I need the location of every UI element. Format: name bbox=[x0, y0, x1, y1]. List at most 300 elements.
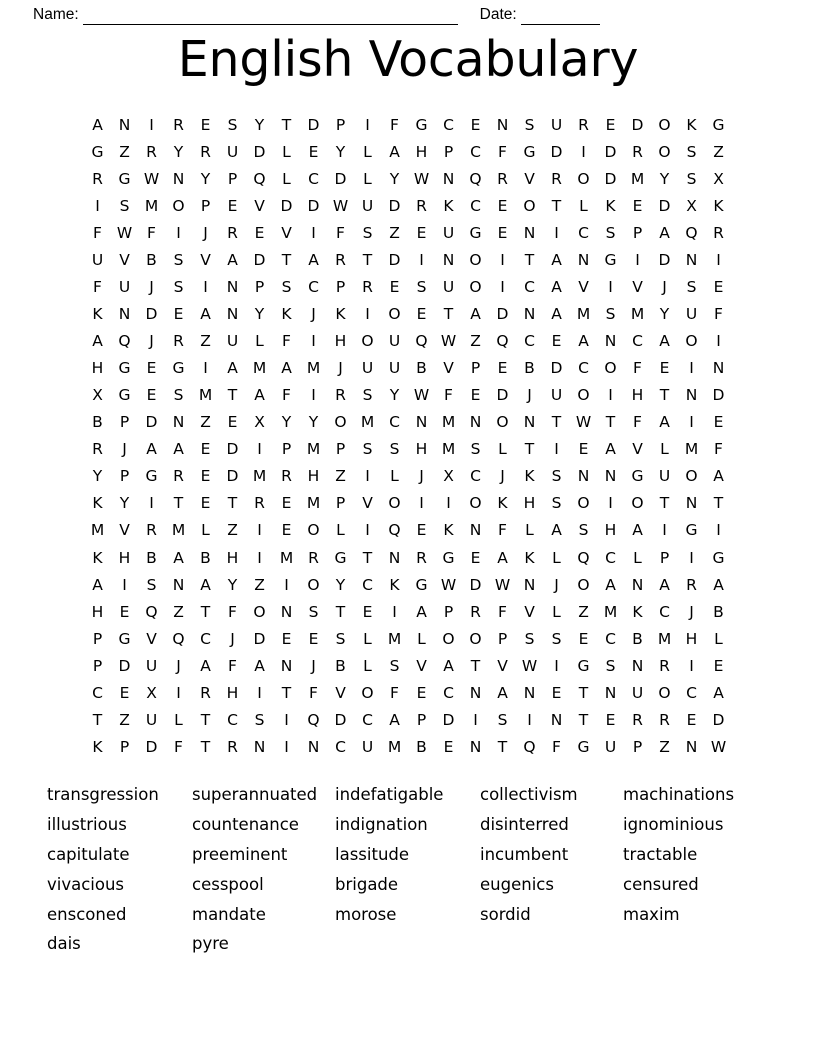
grid-letter-cell[interactable]: N bbox=[388, 548, 401, 567]
grid-letter-cell[interactable]: R bbox=[173, 332, 184, 351]
grid-letter-cell[interactable]: A bbox=[254, 386, 265, 405]
grid-letter-cell[interactable]: Y bbox=[389, 386, 400, 405]
grid-letter-cell[interactable]: V bbox=[200, 251, 211, 269]
grid-letter-cell[interactable]: A bbox=[227, 251, 238, 269]
grid-letter-cell[interactable]: G bbox=[604, 251, 617, 269]
grid-letter-cell[interactable]: O bbox=[523, 196, 536, 215]
grid-letter-cell[interactable]: Q bbox=[469, 169, 482, 188]
grid-letter-cell[interactable]: W bbox=[413, 386, 430, 405]
grid-letter-cell[interactable]: A bbox=[713, 683, 724, 702]
word-bank-item[interactable]: lassitude bbox=[335, 844, 410, 864]
grid-letter-cell[interactable]: X bbox=[146, 683, 157, 702]
grid-letter-cell[interactable]: E bbox=[416, 683, 427, 702]
grid-letter-cell[interactable]: M bbox=[306, 440, 321, 459]
grid-letter-cell[interactable]: T bbox=[713, 494, 724, 513]
grid-letter-cell[interactable]: F bbox=[93, 278, 102, 297]
grid-letter-cell[interactable]: N bbox=[631, 656, 644, 675]
grid-letter-cell[interactable]: E bbox=[416, 223, 427, 242]
grid-letter-cell[interactable]: T bbox=[578, 710, 589, 729]
grid-letter-cell[interactable]: M bbox=[684, 440, 699, 459]
grid-letter-cell[interactable]: O bbox=[172, 196, 185, 215]
grid-letter-cell[interactable]: I bbox=[662, 521, 667, 540]
grid-letter-cell[interactable]: Y bbox=[254, 305, 265, 324]
grid-letter-cell[interactable]: N bbox=[631, 575, 644, 594]
grid-letter-cell[interactable]: I bbox=[608, 386, 613, 405]
grid-letter-cell[interactable]: M bbox=[198, 386, 213, 405]
grid-letter-cell[interactable]: P bbox=[200, 196, 211, 215]
grid-letter-cell[interactable]: I bbox=[284, 710, 289, 729]
grid-letter-cell[interactable]: I bbox=[284, 575, 289, 594]
grid-letter-cell[interactable]: X bbox=[713, 169, 724, 188]
grid-letter-cell[interactable]: T bbox=[362, 251, 373, 269]
grid-letter-cell[interactable]: K bbox=[92, 305, 103, 324]
grid-letter-cell[interactable]: C bbox=[470, 142, 481, 161]
grid-letter-cell[interactable]: P bbox=[92, 629, 103, 648]
grid-letter-cell[interactable]: F bbox=[498, 602, 507, 621]
grid-letter-cell[interactable]: D bbox=[388, 251, 401, 269]
grid-letter-cell[interactable]: H bbox=[307, 467, 320, 486]
grid-letter-cell[interactable]: D bbox=[280, 196, 293, 215]
grid-letter-cell[interactable]: U bbox=[550, 115, 563, 134]
grid-letter-cell[interactable]: Y bbox=[254, 115, 265, 134]
grid-letter-cell[interactable]: O bbox=[577, 494, 590, 513]
grid-letter-cell[interactable]: P bbox=[119, 413, 130, 432]
grid-letter-cell[interactable]: I bbox=[689, 359, 694, 378]
grid-letter-cell[interactable]: C bbox=[686, 683, 697, 702]
grid-letter-cell[interactable]: N bbox=[469, 521, 482, 540]
grid-letter-cell[interactable]: M bbox=[360, 413, 375, 432]
grid-letter-cell[interactable]: J bbox=[419, 467, 424, 486]
grid-letter-cell[interactable]: C bbox=[470, 467, 481, 486]
grid-letter-cell[interactable]: U bbox=[685, 305, 698, 324]
grid-letter-cell[interactable]: G bbox=[685, 521, 698, 540]
grid-letter-cell[interactable]: C bbox=[227, 710, 238, 729]
grid-letter-cell[interactable]: A bbox=[659, 413, 670, 432]
grid-letter-cell[interactable]: P bbox=[92, 656, 103, 675]
grid-letter-cell[interactable]: F bbox=[228, 602, 237, 621]
grid-letter-cell[interactable]: I bbox=[554, 656, 559, 675]
grid-letter-cell[interactable]: P bbox=[443, 142, 454, 161]
grid-letter-cell[interactable]: D bbox=[307, 115, 320, 134]
grid-letter-cell[interactable]: U bbox=[361, 737, 374, 756]
grid-letter-cell[interactable]: E bbox=[713, 278, 724, 297]
grid-letter-cell[interactable]: N bbox=[712, 359, 725, 378]
grid-letter-cell[interactable]: O bbox=[658, 683, 671, 702]
grid-letter-cell[interactable]: T bbox=[443, 305, 454, 324]
grid-letter-cell[interactable]: P bbox=[416, 710, 427, 729]
grid-letter-cell[interactable]: R bbox=[470, 602, 481, 621]
grid-letter-cell[interactable]: H bbox=[118, 548, 131, 567]
grid-letter-cell[interactable]: F bbox=[714, 305, 723, 324]
grid-letter-cell[interactable]: R bbox=[173, 115, 184, 134]
grid-letter-cell[interactable]: I bbox=[716, 521, 721, 540]
grid-letter-cell[interactable]: C bbox=[92, 683, 103, 702]
grid-letter-cell[interactable]: Q bbox=[577, 548, 590, 567]
grid-letter-cell[interactable]: M bbox=[387, 629, 402, 648]
grid-letter-cell[interactable]: W bbox=[413, 169, 430, 188]
word-bank-item[interactable]: maxim bbox=[623, 904, 680, 924]
grid-letter-cell[interactable]: F bbox=[498, 521, 507, 540]
grid-letter-cell[interactable]: Z bbox=[119, 710, 130, 729]
grid-letter-cell[interactable]: T bbox=[497, 737, 508, 756]
grid-letter-cell[interactable]: I bbox=[203, 359, 208, 378]
grid-letter-cell[interactable]: N bbox=[118, 305, 131, 324]
date-write-in-line[interactable] bbox=[521, 24, 600, 25]
grid-letter-cell[interactable]: S bbox=[551, 494, 562, 513]
grid-letter-cell[interactable]: V bbox=[119, 251, 130, 269]
name-write-in-line[interactable] bbox=[83, 24, 458, 25]
grid-letter-cell[interactable]: U bbox=[658, 467, 671, 486]
grid-letter-cell[interactable]: U bbox=[442, 223, 455, 242]
grid-letter-cell[interactable]: H bbox=[685, 629, 698, 648]
grid-letter-cell[interactable]: S bbox=[605, 305, 616, 324]
grid-letter-cell[interactable]: L bbox=[282, 169, 291, 188]
grid-letter-cell[interactable]: I bbox=[716, 332, 721, 351]
grid-letter-cell[interactable]: V bbox=[524, 602, 535, 621]
grid-letter-cell[interactable]: E bbox=[308, 142, 319, 161]
grid-letter-cell[interactable]: D bbox=[550, 142, 563, 161]
grid-letter-cell[interactable]: G bbox=[712, 115, 725, 134]
grid-letter-cell[interactable]: Y bbox=[389, 169, 400, 188]
grid-letter-cell[interactable]: Y bbox=[119, 494, 130, 513]
grid-letter-cell[interactable]: A bbox=[389, 710, 400, 729]
grid-letter-cell[interactable]: I bbox=[689, 548, 694, 567]
grid-letter-cell[interactable]: Z bbox=[254, 575, 265, 594]
grid-letter-cell[interactable]: B bbox=[200, 548, 211, 567]
grid-letter-cell[interactable]: W bbox=[521, 656, 538, 675]
grid-letter-cell[interactable]: S bbox=[686, 278, 697, 297]
grid-letter-cell[interactable]: G bbox=[415, 575, 428, 594]
grid-letter-cell[interactable]: M bbox=[657, 629, 672, 648]
word-bank-item[interactable]: morose bbox=[335, 904, 397, 924]
word-bank-item[interactable]: machinations bbox=[623, 785, 735, 804]
grid-letter-cell[interactable]: Y bbox=[173, 142, 184, 161]
grid-letter-cell[interactable]: C bbox=[524, 278, 535, 297]
grid-letter-cell[interactable]: G bbox=[118, 169, 131, 188]
grid-letter-cell[interactable]: R bbox=[578, 115, 589, 134]
grid-letter-cell[interactable]: D bbox=[145, 737, 158, 756]
grid-letter-cell[interactable]: R bbox=[173, 467, 184, 486]
grid-letter-cell[interactable]: C bbox=[389, 413, 400, 432]
word-bank-item[interactable]: capitulate bbox=[47, 844, 130, 864]
grid-letter-cell[interactable]: Q bbox=[388, 521, 401, 540]
grid-letter-cell[interactable]: P bbox=[659, 548, 670, 567]
grid-letter-cell[interactable]: A bbox=[443, 656, 454, 675]
grid-letter-cell[interactable]: I bbox=[419, 494, 424, 513]
grid-letter-cell[interactable]: Q bbox=[415, 332, 428, 351]
grid-letter-cell[interactable]: S bbox=[686, 169, 697, 188]
grid-letter-cell[interactable]: R bbox=[362, 278, 373, 297]
grid-letter-cell[interactable]: N bbox=[604, 683, 617, 702]
grid-letter-cell[interactable]: G bbox=[442, 548, 455, 567]
grid-letter-cell[interactable]: A bbox=[92, 115, 103, 134]
grid-letter-cell[interactable]: H bbox=[631, 386, 644, 405]
grid-letter-cell[interactable]: T bbox=[362, 548, 373, 567]
grid-letter-cell[interactable]: Q bbox=[118, 332, 131, 351]
grid-letter-cell[interactable]: I bbox=[95, 196, 100, 215]
grid-letter-cell[interactable]: T bbox=[173, 494, 184, 513]
grid-letter-cell[interactable]: R bbox=[308, 548, 319, 567]
grid-letter-cell[interactable]: T bbox=[551, 413, 562, 432]
grid-letter-cell[interactable]: X bbox=[254, 413, 265, 432]
grid-letter-cell[interactable]: E bbox=[443, 737, 454, 756]
grid-letter-cell[interactable]: A bbox=[173, 440, 184, 459]
grid-letter-cell[interactable]: R bbox=[659, 710, 670, 729]
grid-letter-cell[interactable]: S bbox=[173, 278, 184, 297]
grid-letter-cell[interactable]: I bbox=[581, 142, 586, 161]
word-bank-item[interactable]: collectivism bbox=[480, 785, 578, 804]
grid-letter-cell[interactable]: N bbox=[496, 115, 509, 134]
grid-letter-cell[interactable]: S bbox=[524, 629, 535, 648]
grid-letter-cell[interactable]: L bbox=[255, 332, 264, 351]
grid-letter-cell[interactable]: M bbox=[252, 359, 267, 378]
grid-letter-cell[interactable]: A bbox=[389, 142, 400, 161]
grid-letter-cell[interactable]: J bbox=[554, 575, 559, 594]
grid-letter-cell[interactable]: P bbox=[470, 359, 481, 378]
grid-letter-cell[interactable]: U bbox=[388, 332, 401, 351]
grid-letter-cell[interactable]: B bbox=[416, 359, 427, 378]
grid-letter-cell[interactable]: W bbox=[710, 737, 727, 756]
grid-letter-cell[interactable]: O bbox=[469, 251, 482, 269]
grid-letter-cell[interactable]: F bbox=[714, 440, 723, 459]
grid-letter-cell[interactable]: D bbox=[550, 359, 563, 378]
grid-letter-cell[interactable]: E bbox=[146, 359, 157, 378]
grid-letter-cell[interactable]: N bbox=[226, 305, 239, 324]
grid-letter-cell[interactable]: K bbox=[524, 548, 535, 567]
grid-letter-cell[interactable]: G bbox=[415, 115, 428, 134]
grid-letter-cell[interactable]: E bbox=[200, 494, 211, 513]
grid-letter-cell[interactable]: H bbox=[226, 683, 239, 702]
grid-letter-cell[interactable]: R bbox=[281, 467, 292, 486]
grid-letter-cell[interactable]: K bbox=[92, 548, 103, 567]
grid-letter-cell[interactable]: A bbox=[92, 332, 103, 351]
grid-letter-cell[interactable]: A bbox=[659, 575, 670, 594]
grid-letter-cell[interactable]: O bbox=[631, 494, 644, 513]
grid-letter-cell[interactable]: V bbox=[362, 494, 373, 513]
grid-letter-cell[interactable]: K bbox=[497, 494, 508, 513]
grid-letter-cell[interactable]: I bbox=[257, 683, 262, 702]
grid-letter-cell[interactable]: M bbox=[630, 169, 645, 188]
grid-letter-cell[interactable]: E bbox=[281, 521, 292, 540]
grid-letter-cell[interactable]: E bbox=[632, 196, 643, 215]
grid-letter-cell[interactable]: N bbox=[469, 683, 482, 702]
word-search-grid[interactable] bbox=[84, 112, 732, 761]
grid-letter-cell[interactable]: I bbox=[284, 737, 289, 756]
grid-letter-cell[interactable]: N bbox=[280, 602, 293, 621]
grid-letter-cell[interactable]: C bbox=[605, 629, 616, 648]
grid-letter-cell[interactable]: R bbox=[335, 386, 346, 405]
grid-letter-cell[interactable]: O bbox=[604, 359, 617, 378]
grid-letter-cell[interactable]: P bbox=[281, 440, 292, 459]
grid-letter-cell[interactable]: E bbox=[470, 115, 481, 134]
grid-letter-cell[interactable]: V bbox=[146, 629, 157, 648]
grid-letter-cell[interactable]: H bbox=[91, 359, 104, 378]
grid-letter-cell[interactable]: J bbox=[149, 332, 154, 351]
grid-letter-cell[interactable]: K bbox=[632, 602, 643, 621]
grid-letter-cell[interactable]: I bbox=[311, 386, 316, 405]
grid-letter-cell[interactable]: S bbox=[173, 386, 184, 405]
grid-letter-cell[interactable]: R bbox=[497, 169, 508, 188]
grid-letter-cell[interactable]: E bbox=[605, 710, 616, 729]
grid-letter-cell[interactable]: N bbox=[604, 467, 617, 486]
grid-letter-cell[interactable]: F bbox=[633, 359, 642, 378]
grid-letter-cell[interactable]: P bbox=[335, 278, 346, 297]
grid-letter-cell[interactable]: R bbox=[200, 142, 211, 161]
grid-letter-cell[interactable]: D bbox=[226, 467, 239, 486]
grid-letter-cell[interactable]: K bbox=[524, 467, 535, 486]
word-bank-item[interactable]: countenance bbox=[192, 814, 299, 834]
grid-letter-cell[interactable]: G bbox=[172, 359, 185, 378]
grid-letter-cell[interactable]: I bbox=[203, 278, 208, 297]
grid-letter-cell[interactable]: E bbox=[578, 440, 589, 459]
grid-letter-cell[interactable]: R bbox=[146, 142, 157, 161]
grid-letter-cell[interactable]: S bbox=[281, 278, 292, 297]
word-bank-item[interactable]: superannuated bbox=[192, 785, 318, 804]
grid-letter-cell[interactable]: J bbox=[203, 223, 208, 242]
grid-letter-cell[interactable]: S bbox=[362, 223, 373, 242]
grid-letter-cell[interactable]: U bbox=[388, 359, 401, 378]
grid-letter-cell[interactable]: V bbox=[632, 440, 643, 459]
grid-letter-cell[interactable]: M bbox=[144, 196, 159, 215]
grid-letter-cell[interactable]: M bbox=[387, 737, 402, 756]
grid-letter-cell[interactable]: E bbox=[119, 683, 130, 702]
grid-letter-cell[interactable]: N bbox=[280, 656, 293, 675]
grid-letter-cell[interactable]: E bbox=[497, 359, 508, 378]
grid-letter-cell[interactable]: A bbox=[578, 332, 589, 351]
grid-letter-cell[interactable]: G bbox=[577, 737, 590, 756]
grid-letter-cell[interactable]: E bbox=[416, 305, 427, 324]
grid-letter-cell[interactable]: N bbox=[172, 413, 185, 432]
grid-letter-cell[interactable]: N bbox=[442, 251, 455, 269]
grid-letter-cell[interactable]: W bbox=[575, 413, 592, 432]
grid-letter-cell[interactable]: H bbox=[415, 440, 428, 459]
grid-letter-cell[interactable]: A bbox=[713, 467, 724, 486]
grid-letter-cell[interactable]: M bbox=[603, 602, 618, 621]
grid-letter-cell[interactable]: O bbox=[388, 305, 401, 324]
grid-letter-cell[interactable]: Y bbox=[308, 413, 319, 432]
grid-letter-cell[interactable]: U bbox=[361, 359, 374, 378]
grid-letter-cell[interactable]: A bbox=[551, 278, 562, 297]
grid-letter-cell[interactable]: O bbox=[307, 521, 320, 540]
grid-letter-cell[interactable]: Y bbox=[92, 467, 103, 486]
grid-letter-cell[interactable]: H bbox=[523, 494, 536, 513]
grid-letter-cell[interactable]: T bbox=[659, 494, 670, 513]
grid-letter-cell[interactable]: Y bbox=[335, 575, 346, 594]
grid-letter-cell[interactable]: D bbox=[496, 386, 509, 405]
grid-letter-cell[interactable]: K bbox=[713, 196, 724, 215]
grid-letter-cell[interactable]: U bbox=[361, 196, 374, 215]
grid-letter-cell[interactable]: A bbox=[200, 575, 211, 594]
grid-letter-cell[interactable]: B bbox=[632, 629, 643, 648]
grid-letter-cell[interactable]: I bbox=[689, 656, 694, 675]
grid-letter-cell[interactable]: J bbox=[122, 440, 127, 459]
grid-letter-cell[interactable]: I bbox=[257, 548, 262, 567]
grid-letter-cell[interactable]: I bbox=[446, 494, 451, 513]
grid-letter-cell[interactable]: L bbox=[363, 142, 372, 161]
grid-letter-cell[interactable]: X bbox=[443, 467, 454, 486]
grid-letter-cell[interactable]: J bbox=[149, 278, 154, 297]
grid-letter-cell[interactable]: L bbox=[417, 629, 426, 648]
grid-letter-cell[interactable]: M bbox=[306, 494, 321, 513]
grid-letter-cell[interactable]: Q bbox=[172, 629, 185, 648]
grid-letter-cell[interactable]: N bbox=[118, 115, 131, 134]
grid-letter-cell[interactable]: R bbox=[92, 440, 103, 459]
grid-letter-cell[interactable]: D bbox=[658, 251, 671, 269]
grid-letter-cell[interactable]: R bbox=[227, 223, 238, 242]
grid-letter-cell[interactable]: A bbox=[632, 521, 643, 540]
grid-letter-cell[interactable]: J bbox=[527, 386, 532, 405]
grid-letter-cell[interactable]: R bbox=[416, 196, 427, 215]
grid-letter-cell[interactable]: T bbox=[524, 251, 535, 269]
grid-letter-cell[interactable]: M bbox=[90, 521, 105, 540]
word-bank-item[interactable]: indefatigable bbox=[335, 785, 444, 804]
grid-letter-cell[interactable]: T bbox=[92, 710, 103, 729]
word-bank-item[interactable]: incumbent bbox=[480, 844, 569, 864]
grid-letter-cell[interactable]: B bbox=[92, 413, 103, 432]
grid-letter-cell[interactable]: E bbox=[497, 196, 508, 215]
grid-letter-cell[interactable]: P bbox=[632, 737, 643, 756]
word-bank-item[interactable]: ignominious bbox=[623, 814, 724, 834]
grid-letter-cell[interactable]: F bbox=[282, 332, 291, 351]
grid-letter-cell[interactable]: Z bbox=[713, 142, 724, 161]
grid-letter-cell[interactable]: Z bbox=[200, 332, 211, 351]
word-bank-item[interactable]: ensconed bbox=[47, 904, 127, 924]
grid-letter-cell[interactable]: E bbox=[416, 521, 427, 540]
grid-letter-cell[interactable]: D bbox=[712, 710, 725, 729]
word-bank-item[interactable]: dais bbox=[47, 934, 81, 954]
grid-letter-cell[interactable]: A bbox=[416, 602, 427, 621]
word-bank-item[interactable]: vivacious bbox=[47, 874, 125, 894]
grid-letter-cell[interactable]: M bbox=[630, 305, 645, 324]
grid-letter-cell[interactable]: U bbox=[226, 142, 239, 161]
grid-letter-cell[interactable]: V bbox=[632, 278, 643, 297]
grid-letter-cell[interactable]: S bbox=[227, 115, 238, 134]
grid-letter-cell[interactable]: C bbox=[443, 115, 454, 134]
grid-letter-cell[interactable]: R bbox=[200, 683, 211, 702]
grid-letter-cell[interactable]: C bbox=[362, 575, 373, 594]
grid-letter-cell[interactable]: P bbox=[632, 223, 643, 242]
grid-letter-cell[interactable]: O bbox=[685, 467, 698, 486]
grid-letter-cell[interactable]: D bbox=[226, 440, 239, 459]
grid-letter-cell[interactable]: D bbox=[253, 251, 266, 269]
grid-letter-cell[interactable]: D bbox=[496, 305, 509, 324]
grid-letter-cell[interactable]: D bbox=[307, 196, 320, 215]
grid-letter-cell[interactable]: I bbox=[608, 494, 613, 513]
grid-letter-cell[interactable]: Y bbox=[659, 305, 670, 324]
grid-letter-cell[interactable]: R bbox=[659, 656, 670, 675]
grid-letter-cell[interactable]: I bbox=[392, 602, 397, 621]
grid-letter-cell[interactable]: V bbox=[443, 359, 454, 378]
grid-letter-cell[interactable]: R bbox=[632, 142, 643, 161]
grid-letter-cell[interactable]: O bbox=[469, 494, 482, 513]
grid-letter-cell[interactable]: C bbox=[524, 332, 535, 351]
grid-letter-cell[interactable]: O bbox=[577, 575, 590, 594]
grid-letter-cell[interactable]: I bbox=[716, 251, 721, 269]
grid-letter-cell[interactable]: N bbox=[523, 305, 536, 324]
grid-letter-cell[interactable]: G bbox=[712, 548, 725, 567]
grid-letter-cell[interactable]: P bbox=[335, 440, 346, 459]
grid-letter-cell[interactable]: E bbox=[605, 115, 616, 134]
grid-letter-cell[interactable]: C bbox=[578, 223, 589, 242]
grid-letter-cell[interactable]: E bbox=[389, 278, 400, 297]
grid-letter-cell[interactable]: G bbox=[523, 142, 536, 161]
grid-letter-cell[interactable]: L bbox=[363, 629, 372, 648]
grid-letter-cell[interactable]: R bbox=[92, 169, 103, 188]
grid-letter-cell[interactable]: D bbox=[604, 169, 617, 188]
grid-letter-cell[interactable]: A bbox=[281, 359, 292, 378]
grid-letter-cell[interactable]: A bbox=[308, 251, 319, 269]
grid-letter-cell[interactable]: D bbox=[442, 710, 455, 729]
